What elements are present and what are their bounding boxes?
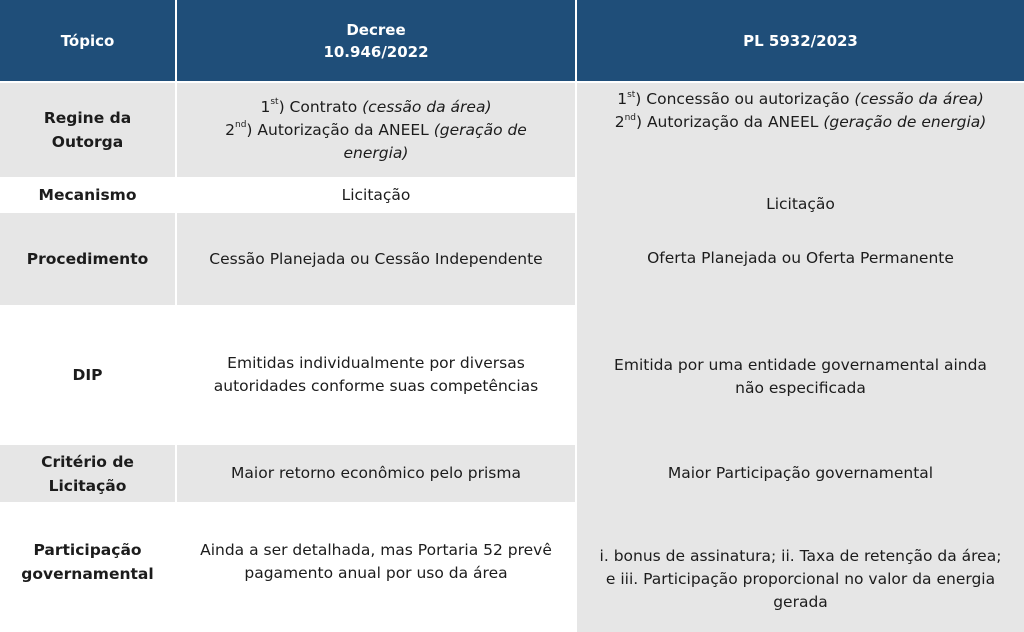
row-regine-pl-line2: [615, 111, 987, 134]
row-mecanismo-decree-text: Licitação: [341, 185, 411, 204]
row-criterio-decree: [177, 445, 575, 502]
text: ) Autorização da ANEEL: [246, 120, 434, 139]
row-dip-decree: [177, 305, 575, 445]
ordinal-number: 2: [614, 113, 625, 131]
header-topic-label: Tópico: [60, 31, 115, 50]
row-criterio-label-line2: Licitação: [48, 476, 127, 495]
ordinal-suffix: nd: [624, 112, 636, 123]
row-regine-decree-line2: [225, 119, 527, 142]
row-regine-pl-line1: [617, 88, 984, 111]
row-dip-pl-line1: Emitida por uma entidade governamental ainda: [614, 356, 987, 374]
text: ) Contrato: [278, 97, 363, 116]
header-decree-line2: 10.946/2022: [323, 42, 429, 61]
italic-note: energia): [343, 143, 409, 162]
row-regine-pl: [577, 83, 1024, 139]
italic-note: (cessão da área): [854, 90, 984, 108]
ordinal-number: 1: [617, 90, 628, 108]
row-dip-label: [0, 305, 175, 445]
row-mecanismo-label: [0, 177, 175, 213]
italic-note: (geração de energia): [823, 113, 987, 131]
row-participacao-label-line2: governamental: [21, 565, 154, 583]
row-participacao-label: [0, 502, 175, 622]
row-participacao-pl: [577, 536, 1024, 622]
row-criterio-pl-text: Maior Participação governamental: [667, 463, 934, 482]
text: ) Concessão ou autorização: [635, 90, 855, 108]
row-regine-label-line1: Regine da: [43, 109, 132, 127]
row-dip-decree-line1: Emitidas individualmente por diversas: [227, 354, 525, 372]
ordinal-number: 2: [225, 120, 235, 139]
header-topic: [0, 0, 175, 81]
header-pl-label: PL 5932/2023: [743, 31, 858, 50]
ordinal-suffix: st: [270, 97, 279, 108]
row-participacao-pl-line3: gerada: [773, 592, 828, 611]
row-procedimento-decree-text: Cessão Planejada ou Cessão Independente: [209, 249, 543, 268]
row-dip-decree-line2: autoridades conforme suas competências: [213, 377, 539, 395]
row-procedimento-pl-text: Oferta Planejada ou Oferta Permanente: [647, 248, 954, 267]
row-regine-decree-line3: [344, 142, 409, 165]
row-regine-decree: [177, 83, 575, 177]
row-mecanismo-label-text: Mecanismo: [38, 186, 137, 204]
row-mecanismo-decree: [177, 177, 575, 213]
row-criterio-pl: [577, 455, 1024, 491]
row-regine-label: [0, 83, 175, 177]
row-procedimento-decree: [177, 213, 575, 305]
header-decree-line1: Decree: [346, 20, 406, 39]
row-dip-label-text: DIP: [72, 366, 103, 384]
row-procedimento-pl: [577, 240, 1024, 276]
row-mecanismo-pl: [577, 186, 1024, 222]
ordinal-number: 1: [260, 97, 271, 116]
row-regine-decree-line1: [260, 96, 491, 119]
ordinal-suffix: st: [627, 89, 636, 100]
row-participacao-decree: [177, 502, 575, 622]
row-criterio-label-line1: Critério de: [41, 452, 134, 471]
italic-note: (cessão da área): [362, 97, 492, 116]
row-dip-pl-line2: não especificada: [735, 379, 866, 397]
italic-note: (geração de: [433, 120, 527, 139]
row-participacao-pl-line1: i. bonus de assinatura; ii. Taxa de retenção da área;: [599, 546, 1002, 565]
row-regine-label-line2: Outorga: [51, 133, 124, 151]
row-dip-pl: [577, 346, 1024, 408]
row-participacao-pl-line2: e iii. Participação proporcional no valor da energia: [605, 569, 996, 588]
row-procedimento-label: [0, 213, 175, 305]
row-criterio-decree-text: Maior retorno econômico pelo prisma: [231, 464, 521, 482]
header-decree: [177, 0, 575, 81]
text: ) Autorização da ANEEL: [635, 113, 824, 131]
row-participacao-decree-line2: pagamento anual por uso da área: [244, 564, 508, 582]
row-participacao-decree-line1: Ainda a ser detalhada, mas Portaria 52 prevê: [200, 541, 552, 559]
row-mecanismo-pl-text: Licitação: [766, 194, 835, 213]
ordinal-suffix: nd: [235, 120, 247, 131]
row-procedimento-label-text: Procedimento: [26, 250, 149, 268]
row-participacao-label-line1: Participação: [33, 541, 142, 559]
header-pl: [577, 0, 1024, 81]
row-criterio-label: [0, 445, 175, 502]
